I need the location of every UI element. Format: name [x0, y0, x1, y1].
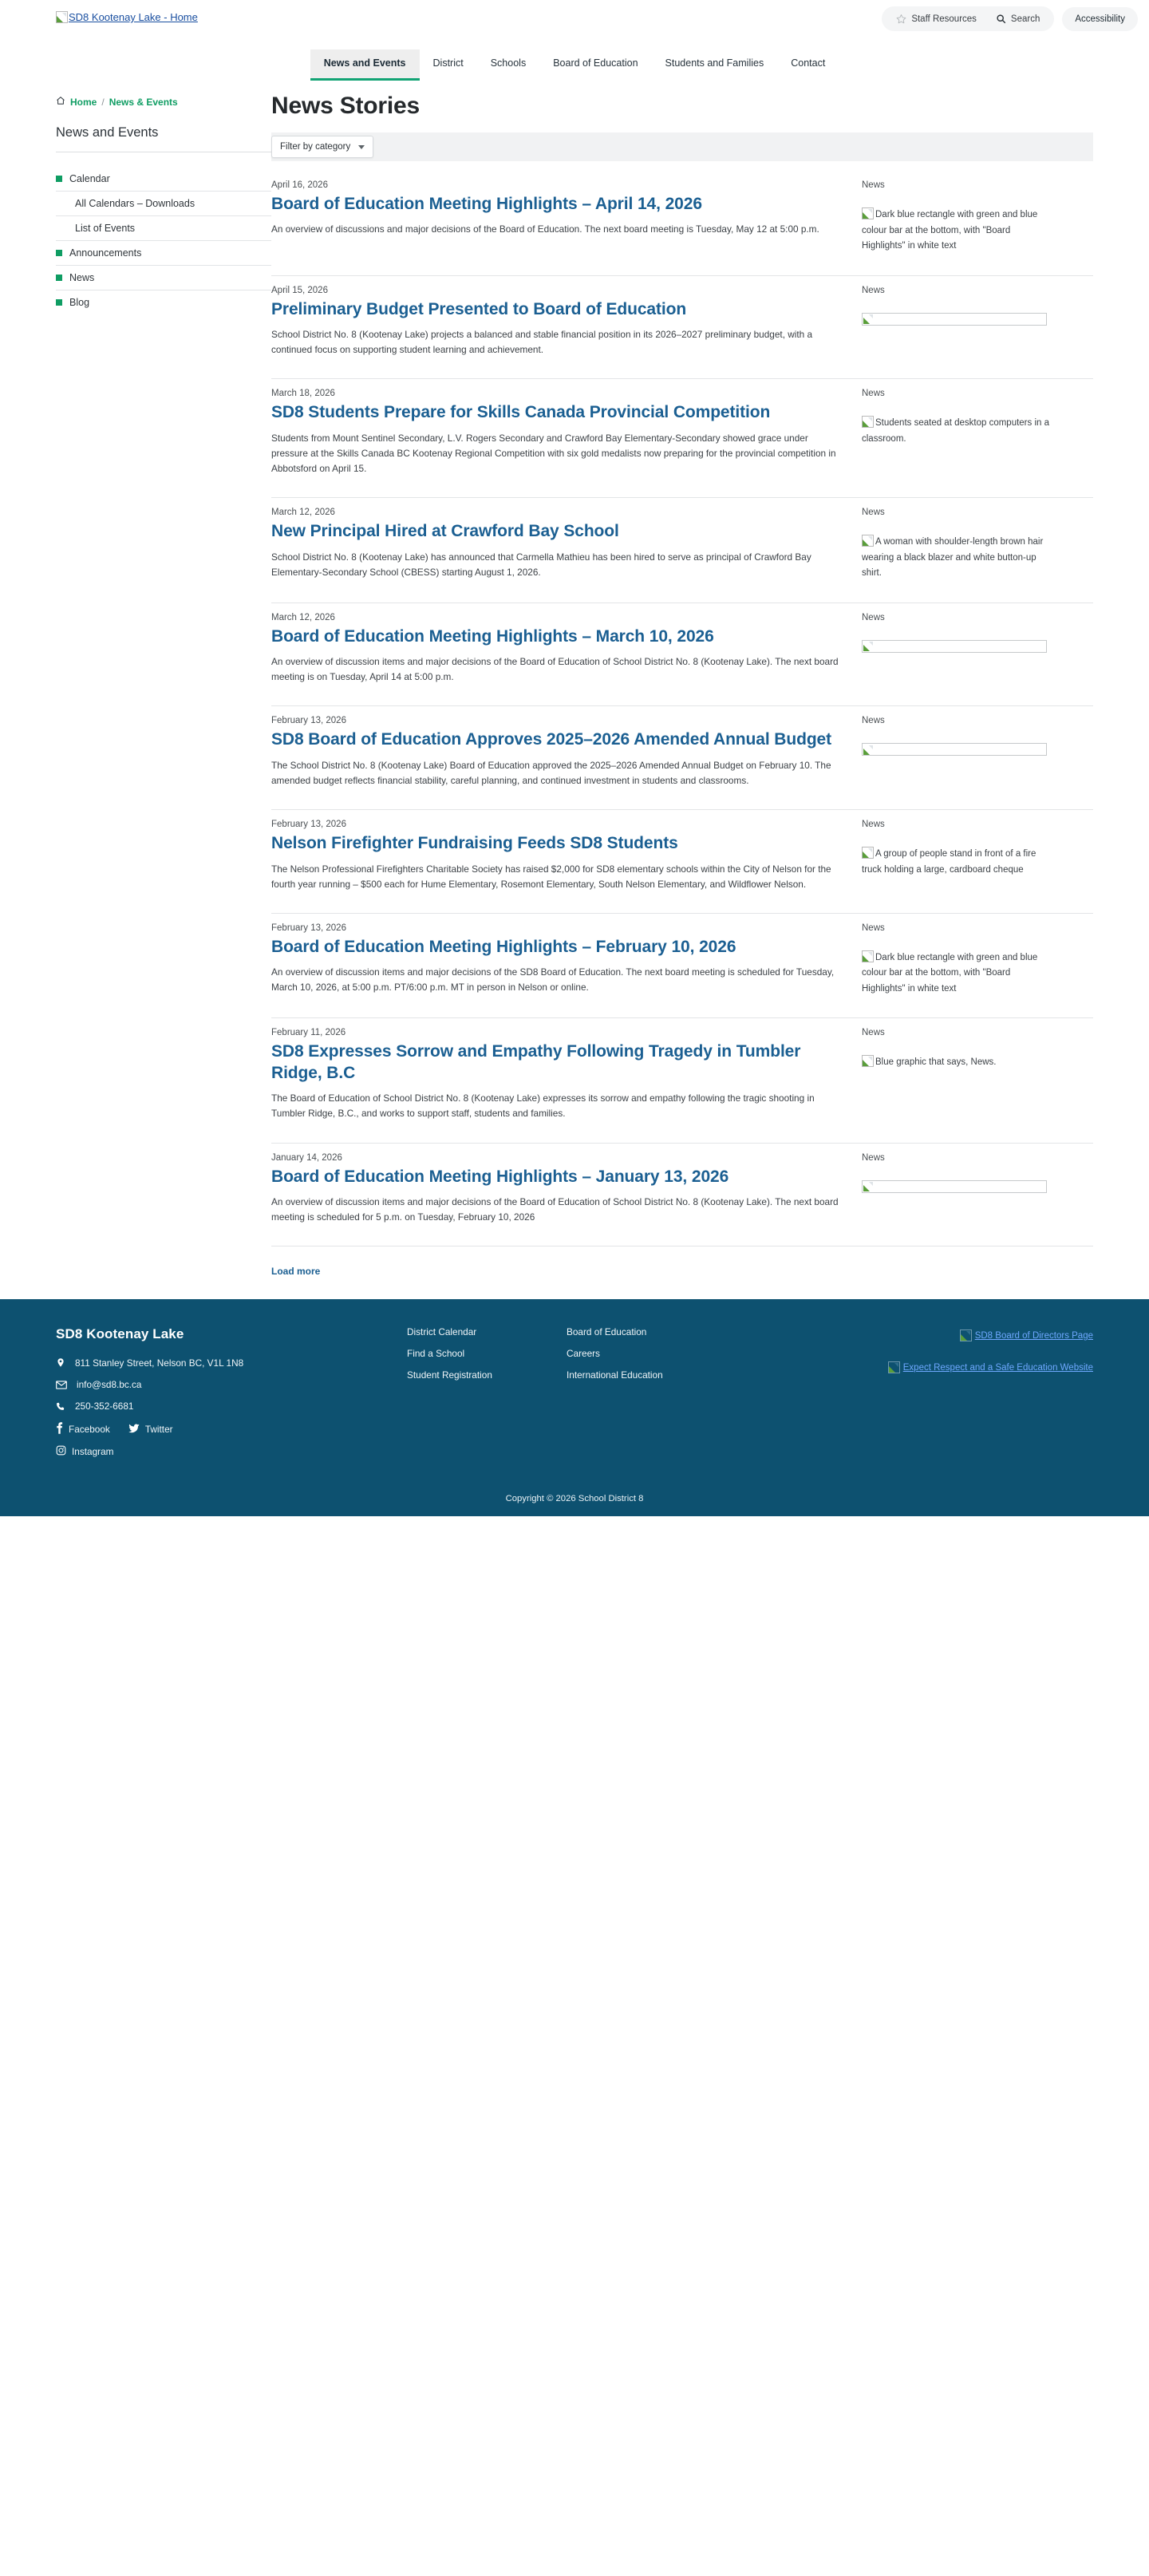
- news-title-link[interactable]: Preliminary Budget Presented to Board of Education: [271, 299, 687, 318]
- footer-phone-row[interactable]: [56, 1401, 407, 1412]
- news-title-link[interactable]: Nelson Firefighter Fundraising Feeds SD8 Students: [271, 834, 678, 853]
- news-title-link[interactable]: SD8 Board of Education Approves 2025–2026 Amended Annual Budget: [271, 730, 832, 749]
- sidebar-link-list-of-events[interactable]: [75, 216, 271, 240]
- news-item-body: [271, 716, 862, 788]
- sidebar-menu: [56, 167, 271, 314]
- news-item-aside: [862, 1028, 1052, 1121]
- footer-link-facebook[interactable]: Facebook: [69, 1424, 110, 1436]
- news-item-body: [271, 1153, 862, 1226]
- news-thumbnail-broken[interactable]: [862, 416, 1052, 447]
- nav-item-district[interactable]: District: [432, 57, 464, 69]
- phone-icon: [56, 1401, 65, 1412]
- location-pin-icon: [56, 1357, 65, 1369]
- news-category: News: [862, 285, 885, 295]
- news-description: The Nelson Professional Firefighters Charitable Society has raised $2,000 for SD8 elementary schools within the City of Nelson for the fourth year running – $500 each for Hume Elementary, Rosemont Elementary, South Nelson Elementary, and Wildflower Nelson.: [271, 863, 831, 890]
- news-image-alt-text: Dark blue rectangle with green and blue colour bar at the bottom, with "Board Highlights" in white text: [862, 210, 1038, 251]
- broken-image-icon: [863, 641, 874, 651]
- search-icon: [996, 14, 1006, 24]
- news-item: [271, 497, 1093, 603]
- filter-label: Filter by category: [280, 142, 351, 152]
- news-description: An overview of discussion items and major decisions of the Board of Education of School District No. 8 (Kootenay Lake). The next board meeting is on Tuesday, April 14 at 5:00 p.m.: [271, 656, 839, 683]
- news-category: News: [862, 180, 885, 190]
- nav-item-students-and-families[interactable]: Students and Families: [665, 57, 764, 69]
- footer-links-column-2: [567, 1326, 766, 1467]
- news-title-link[interactable]: Board of Education Meeting Highlights – February 10, 2026: [271, 937, 736, 956]
- footer-link-careers[interactable]: Careers: [567, 1348, 600, 1360]
- sidebar-item-blog[interactable]: [56, 290, 271, 314]
- broken-image-icon: [863, 745, 874, 755]
- news-thumbnail-broken[interactable]: [862, 1055, 1052, 1071]
- footer-links-column-1: [407, 1326, 567, 1467]
- news-description: An overview of discussion items and major decisions of the SD8 Board of Education. The next board meeting is scheduled for Tuesday, March 10, 2026, at 5:00 p.m. PT/6:00 p.m. MT in person in Nelson or online.: [271, 966, 835, 994]
- news-thumbnail-broken[interactable]: [862, 743, 1047, 756]
- bullet-square-icon: [56, 250, 62, 256]
- news-title-link[interactable]: New Principal Hired at Crawford Bay School: [271, 522, 619, 541]
- news-title-link[interactable]: Board of Education Meeting Highlights – March 10, 2026: [271, 626, 714, 646]
- news-date: March 18, 2026: [271, 389, 335, 399]
- footer-link-board-of-education[interactable]: Board of Education: [567, 1326, 647, 1338]
- news-date: April 15, 2026: [271, 285, 328, 295]
- broken-image-icon: [863, 314, 874, 324]
- news-item: [271, 913, 1093, 1018]
- footer-link-district-calendar[interactable]: District Calendar: [407, 1326, 477, 1338]
- news-image-alt-text: Dark blue rectangle with green and blue colour bar at the bottom, with "Board Highlights" in white text: [862, 952, 1038, 994]
- sidebar-link-news[interactable]: [56, 266, 271, 290]
- news-category: News: [862, 716, 885, 726]
- sidebar-item-label: List of Events: [75, 223, 136, 234]
- sidebar-item-label: All Calendars – Downloads: [75, 198, 195, 209]
- news-date: March 12, 2026: [271, 508, 335, 518]
- news-thumbnail-broken[interactable]: [862, 207, 1052, 255]
- news-item-aside: [862, 286, 1052, 358]
- instagram-icon: [56, 1445, 66, 1458]
- twitter-icon: [128, 1424, 140, 1436]
- news-item: [271, 1143, 1093, 1247]
- news-image-alt-text: Students seated at desktop computers in a classroom.: [862, 418, 1049, 444]
- nav-item-board-of-education[interactable]: Board of Education: [553, 57, 638, 69]
- news-category: News: [862, 923, 885, 933]
- breadcrumb-current[interactable]: News & Events: [109, 96, 178, 108]
- search-label: Search: [1010, 14, 1040, 24]
- news-item-body: [271, 180, 862, 255]
- staff-resources-button[interactable]: [886, 10, 986, 28]
- sidebar-item-label: Calendar: [69, 173, 110, 184]
- news-item-body: [271, 286, 862, 358]
- breadcrumb-home-link[interactable]: Home: [70, 96, 97, 108]
- news-item-body: [271, 508, 862, 582]
- broken-image-icon: [960, 1329, 972, 1341]
- news-item-body: [271, 389, 862, 476]
- broken-image-icon: [862, 950, 874, 962]
- news-title-link[interactable]: SD8 Expresses Sorrow and Empathy Following Tragedy in Tumbler Ridge, B.C: [271, 1042, 801, 1082]
- logo-home-link[interactable]: [56, 11, 198, 23]
- news-item-aside: [862, 389, 1052, 476]
- footer-badge-board-of-directors: [766, 1329, 1093, 1345]
- news-category: News: [862, 612, 885, 622]
- bullet-square-icon: [56, 176, 62, 182]
- news-item-aside: [862, 820, 1052, 892]
- footer-brand-column: [56, 1326, 407, 1467]
- news-item-aside: [862, 180, 1052, 255]
- news-item-body: [271, 613, 862, 685]
- news-item: [271, 705, 1093, 809]
- sidebar-link-blog[interactable]: [56, 290, 271, 314]
- filter-bar: [271, 132, 1093, 161]
- sidebar-item-all-calendars-downloads[interactable]: [56, 192, 271, 216]
- news-item-body: [271, 923, 862, 998]
- sidebar: [0, 78, 271, 1299]
- footer-badge-expect-respect: [830, 1361, 1093, 1377]
- breadcrumb-separator: /: [101, 96, 105, 108]
- news-item: [271, 603, 1093, 706]
- sidebar-item-label: News: [69, 272, 95, 283]
- broken-image-icon: [863, 1181, 874, 1191]
- sidebar-item-label: Announcements: [69, 247, 142, 259]
- sidebar-item-label: Blog: [69, 297, 90, 308]
- news-date: January 14, 2026: [271, 1152, 342, 1163]
- main-content: [271, 78, 1149, 1299]
- star-icon: [896, 14, 906, 24]
- footer-badge-link-board-of-directors[interactable]: [960, 1329, 1093, 1343]
- breadcrumb: [56, 96, 271, 108]
- utility-nav: [882, 6, 1138, 31]
- footer-email: info@sd8.bc.ca: [77, 1379, 142, 1391]
- sidebar-link-all-calendars-downloads[interactable]: [75, 192, 271, 215]
- broken-image-icon: [862, 847, 874, 859]
- broken-image-icon: [862, 207, 874, 219]
- accessibility-button[interactable]: Accessibility: [1062, 7, 1138, 31]
- news-date: February 13, 2026: [271, 716, 346, 726]
- nav-item-news-and-events[interactable]: News and Events: [310, 49, 420, 78]
- staff-resources-label: Staff Resources: [911, 14, 977, 24]
- footer-badge-alt-text: SD8 Board of Directors Page: [974, 1331, 1093, 1341]
- news-item-aside: [862, 613, 1052, 685]
- footer-link-student-registration[interactable]: Student Registration: [407, 1369, 492, 1381]
- news-thumbnail-broken[interactable]: [862, 847, 1052, 878]
- broken-image-icon: [862, 1055, 874, 1067]
- news-category: News: [862, 820, 885, 830]
- footer-email-row[interactable]: [56, 1379, 407, 1390]
- footer-link-international-education[interactable]: International Education: [567, 1369, 663, 1381]
- news-image-alt-text: A woman with shoulder-length brown hair wearing a black blazer and white button-up shirt.: [862, 537, 1044, 579]
- footer-badges-column: [766, 1326, 1093, 1467]
- news-image-alt-text: A group of people stand in front of a fire truck holding a large, cardboard cheque: [862, 849, 1036, 875]
- news-thumbnail-broken[interactable]: [862, 640, 1047, 653]
- news-thumbnail-broken[interactable]: [862, 1180, 1047, 1193]
- news-category: News: [862, 1152, 885, 1163]
- news-description: An overview of discussions and major decisions of the Board of Education. The next board meeting is Tuesday, May 12 at 5:00 p.m.: [271, 223, 819, 235]
- news-item: [271, 378, 1093, 497]
- nav-item-schools[interactable]: Schools: [490, 57, 527, 69]
- news-item: [271, 1017, 1093, 1142]
- broken-image-icon: [888, 1361, 900, 1373]
- news-title-link[interactable]: SD8 Students Prepare for Skills Canada Provincial Competition: [271, 403, 771, 422]
- news-date: March 12, 2026: [271, 612, 335, 622]
- bullet-square-icon: [56, 299, 62, 306]
- news-list: [271, 177, 1093, 1246]
- footer-social-row-1: [56, 1422, 407, 1436]
- home-icon: [56, 96, 65, 108]
- top-bar: [0, 0, 1149, 41]
- footer-phone: 250-352-6681: [75, 1401, 134, 1412]
- site-footer: [0, 1299, 1149, 1516]
- footer-link-find-a-school[interactable]: Find a School: [407, 1348, 465, 1360]
- news-item-aside: [862, 508, 1052, 582]
- news-item-aside: [862, 1153, 1052, 1226]
- load-more-section: [271, 1246, 1093, 1299]
- footer-address-row: [56, 1357, 407, 1369]
- news-date: April 16, 2026: [271, 180, 328, 190]
- nav-item-contact[interactable]: Contact: [791, 57, 826, 69]
- news-description: Students from Mount Sentinel Secondary, L.V. Rogers Secondary and Crawford Bay Elementary-Secondary showed grace under pressure at the Skills Canada BC Kootenay Regional Competition with six gold medalists now preparing for the provincial competition in Abbotsford on April 15.: [271, 432, 836, 474]
- news-category: News: [862, 389, 885, 399]
- footer-address: 811 Stanley Street, Nelson BC, V1L 1N8: [75, 1357, 244, 1369]
- news-item: [271, 809, 1093, 913]
- broken-image-icon: [862, 535, 874, 547]
- footer-copyright: Copyright © 2026 School District 8: [505, 1494, 644, 1504]
- news-thumbnail-broken[interactable]: [862, 535, 1052, 582]
- news-date: February 13, 2026: [271, 820, 346, 830]
- footer-link-twitter[interactable]: Twitter: [144, 1424, 173, 1436]
- news-description: School District No. 8 (Kootenay Lake) projects a balanced and stable financial position in its 2026–2027 preliminary budget, with a continued focus on supporting student learning and achievement.: [271, 329, 813, 356]
- page-title: News Stories: [271, 93, 421, 119]
- page-body: [0, 78, 1149, 1299]
- news-item-body: [271, 1028, 862, 1121]
- news-image-alt-text: Blue graphic that says, News.: [875, 1057, 997, 1068]
- footer-grid: [56, 1326, 1093, 1467]
- sidebar-link-calendar[interactable]: [56, 167, 271, 191]
- news-description: School District No. 8 (Kootenay Lake) has announced that Carmella Mathieu has been hired to serve as principal of Crawford Bay Elementary-Secondary School (CBESS) starting August 1, 2026.: [271, 551, 811, 578]
- news-thumbnail-broken[interactable]: [862, 950, 1052, 998]
- filter-by-category-select[interactable]: [271, 136, 373, 158]
- broken-image-icon: [862, 416, 874, 428]
- sidebar-title: News and Events: [56, 125, 271, 152]
- utility-nav-group: [882, 6, 1054, 31]
- news-description: An overview of discussion items and major decisions of the Board of Education of School District No. 8 (Kootenay Lake). The next board meeting is scheduled for 5 p.m. on Tuesday, February 10, 2026: [271, 1195, 839, 1223]
- footer-org-name: SD8 Kootenay Lake: [56, 1326, 184, 1342]
- news-date: February 13, 2026: [271, 923, 346, 933]
- logo-alt-text: SD8 Kootenay Lake - Home: [69, 11, 198, 23]
- sidebar-item-calendar[interactable]: [56, 167, 271, 192]
- news-date: February 11, 2026: [271, 1028, 346, 1038]
- search-button[interactable]: [986, 10, 1049, 28]
- sidebar-item-news[interactable]: [56, 266, 271, 290]
- news-title-link[interactable]: Board of Education Meeting Highlights – January 13, 2026: [271, 1167, 729, 1186]
- news-description: The Board of Education of School District No. 8 (Kootenay Lake) expresses its sorrow and empathy following the tragic shooting in Tumbler Ridge, B.C., and works to support staff, students and families.: [271, 1092, 815, 1120]
- news-title-link[interactable]: Board of Education Meeting Highlights – April 14, 2026: [271, 195, 702, 213]
- site-logo[interactable]: [56, 11, 198, 23]
- envelope-icon: [56, 1381, 67, 1389]
- sidebar-item-announcements[interactable]: [56, 241, 271, 266]
- news-thumbnail-broken[interactable]: [862, 313, 1047, 326]
- bullet-square-icon: [56, 275, 62, 281]
- sidebar-item-list-of-events[interactable]: [56, 216, 271, 241]
- footer-link-instagram[interactable]: Instagram: [72, 1446, 114, 1458]
- news-category: News: [862, 1028, 885, 1038]
- footer-social-row-2: [56, 1445, 407, 1458]
- news-item: [271, 275, 1093, 379]
- news-category: News: [862, 508, 885, 518]
- news-item: [271, 177, 1093, 275]
- news-item-body: [271, 820, 862, 892]
- footer-badge-alt-text: Expect Respect and a Safe Education Website: [902, 1363, 1093, 1373]
- chevron-down-icon: [358, 145, 365, 149]
- facebook-icon: [56, 1422, 63, 1436]
- broken-image-icon: [56, 11, 68, 23]
- news-description: The School District No. 8 (Kootenay Lake) Board of Education approved the 2025–2026 Amended Annual Budget on February 10. The amended budget reflects financial stability, careful planning, and continued investment in students and classrooms.: [271, 759, 831, 786]
- sidebar-link-announcements[interactable]: [56, 241, 271, 265]
- news-item-aside: [862, 923, 1052, 998]
- main-navigation: [0, 41, 1149, 78]
- news-item-aside: [862, 716, 1052, 788]
- footer-badge-link-expect-respect[interactable]: [888, 1361, 1093, 1375]
- load-more-button[interactable]: Load more: [271, 1266, 321, 1278]
